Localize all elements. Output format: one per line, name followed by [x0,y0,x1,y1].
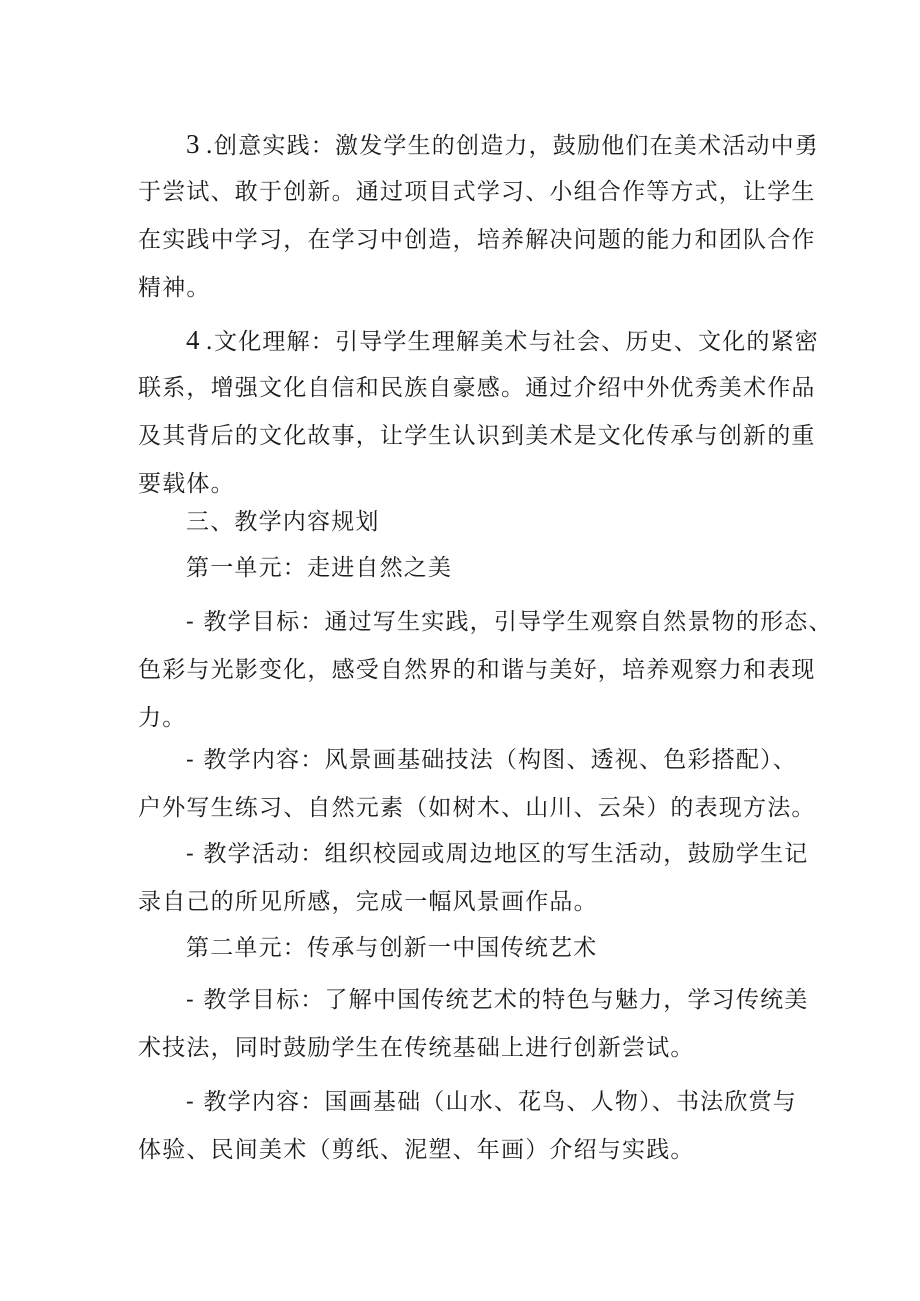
unit2-content [138,1078,798,1174]
para-line: - 教学目标：通过写生实践，引导学生观察自然景物的形态、 [186,609,833,635]
para-line: 户外写生练习、自然元素（如树木、山川、云朵）的表现方法。 [138,795,816,821]
para-line: - 教学活动：组织校园或周边地区的写生活动，鼓励学生记 [186,841,809,867]
para-line: .文化理解：引导学生理解美术与社会、历史、文化的紧密 [205,329,820,355]
section-heading: 三、教学内容规划 [186,509,380,535]
para-line: .创意实践：激发学生的创造力，鼓励他们在美术活动中勇 [205,133,820,159]
para-line: 在实践中学习，在学习中创造，培养解决问题的能力和团队合作 [138,227,816,253]
para-line: 精神。 [138,275,211,301]
unit1-activity [138,830,809,926]
unit1-goal [138,598,833,742]
para-line: - 教学内容：风景画基础技法（构图、透视、色彩搭配）、 [186,747,797,773]
unit1-content [138,736,816,832]
para-line: 联系，增强文化自信和民族自豪感。通过介绍中外优秀美术作品 [138,375,816,401]
para-line: 色彩与光影变化，感受自然界的和谐与美好，培养观察力和表现 [138,657,816,683]
para-line: - 教学内容：国画基础（山水、花鸟、人物）、书法欣赏与 [186,1089,797,1115]
list-number-4: 4 [186,325,206,355]
para-line: - 教学目标：了解中国传统艺术的特色与魅力，学习传统美 [186,987,809,1013]
para-line: 体验、民间美术（剪纸、泥塑、年画）介绍与实践。 [138,1137,695,1163]
para-line: 术技法，同时鼓励学生在传统基础上进行创新尝试。 [138,1035,695,1061]
para-line: 要载体。 [138,471,235,497]
para-line: 于尝试、敢于创新。通过项目式学习、小组合作等方式，让学生 [138,179,816,205]
para-line: 及其背后的文化故事，让学生认识到美术是文化传承与创新的重 [138,423,816,449]
unit2-title: 第二单元：传承与创新一中国传统艺术 [186,935,598,961]
unit2-goal [138,976,809,1072]
para-line: 力。 [138,705,187,731]
paragraph-cultural-understanding [138,316,820,508]
para-line: 录自己的所见所感，完成一幅风景画作品。 [138,889,598,915]
unit1-title: 第一单元：走进自然之美 [186,555,453,581]
list-number-3: 3 [186,129,206,159]
paragraph-creative-practice [138,120,820,312]
